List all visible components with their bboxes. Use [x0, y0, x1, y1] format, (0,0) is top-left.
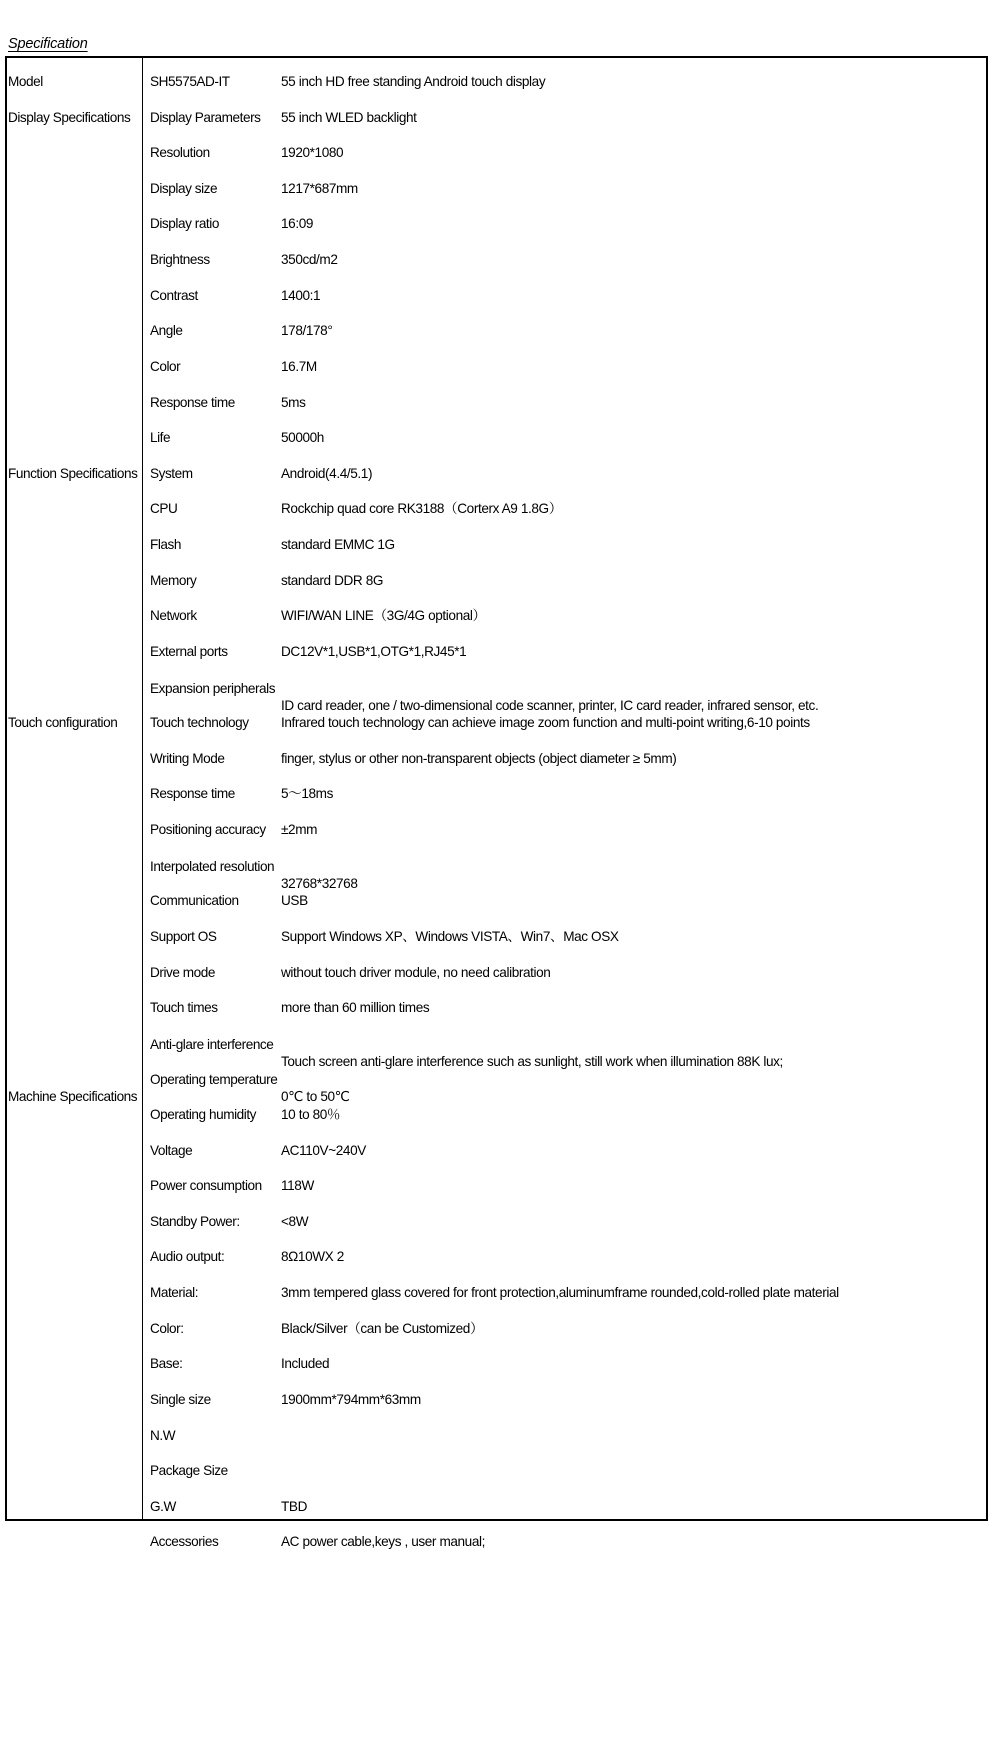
row-parameter: Touch times: [150, 1000, 218, 1016]
row-value: 178/178°: [281, 323, 333, 339]
row-parameter: Communication: [150, 893, 239, 909]
row-value: 1920*1080: [281, 145, 344, 161]
row-value: <8W: [281, 1213, 309, 1229]
row-parameter: Writing Mode: [150, 750, 225, 766]
row-parameter: Material:: [150, 1285, 199, 1301]
row-parameter: Voltage: [150, 1142, 193, 1158]
specification-table: [5, 56, 988, 1550]
row-category: Function Specifications: [8, 465, 138, 481]
row-parameter: Life: [150, 430, 171, 446]
row-parameter: Base:: [150, 1356, 183, 1372]
row-value: Included: [281, 1356, 330, 1372]
table-row: [7, 893, 986, 929]
table-row: [7, 1178, 986, 1214]
table-row: [7, 359, 986, 395]
table-row: [7, 216, 986, 252]
row-category: Machine Specifications: [8, 1089, 138, 1105]
row-value: Infrared touch technology can achieve image zoom function and multi-point writing,6-10 points: [281, 715, 810, 731]
row-parameter: Display Parameters: [150, 109, 261, 125]
row-value: TBD: [281, 1498, 307, 1514]
row-parameter: Audio output:: [150, 1249, 225, 1265]
table-row: [7, 1499, 986, 1535]
row-parameter: Positioning accuracy: [150, 822, 266, 838]
table-row: [7, 395, 986, 431]
row-parameter: Contrast: [150, 287, 198, 303]
table-row: [7, 751, 986, 787]
row-parameter: Resolution: [150, 145, 210, 161]
row-parameter: N.W: [150, 1427, 176, 1443]
table-row: [7, 644, 986, 680]
row-value: 8Ω10WX 2: [281, 1249, 344, 1265]
row-parameter: Power consumption: [150, 1178, 262, 1194]
row-value: standard DDR 8G: [281, 572, 384, 588]
table-row: [7, 822, 986, 858]
row-parameter: System: [150, 465, 193, 481]
row-parameter: Expansion peripherals: [150, 680, 276, 696]
table-row: [7, 74, 986, 110]
row-value: DC12V*1,USB*1,OTG*1,RJ45*1: [281, 643, 467, 659]
row-value: 1400:1: [281, 287, 321, 303]
row-value: 1900mm*794mm*63mm: [281, 1391, 421, 1407]
row-value: Support Windows XP、Windows VISTA、Win7、Mac OSX: [281, 928, 619, 944]
row-value: more than 60 million times: [281, 1000, 430, 1016]
row-parameter: Brightness: [150, 252, 210, 268]
row-value: USB: [281, 893, 308, 909]
row-value: 16.7M: [281, 358, 317, 374]
table-row: [7, 323, 986, 359]
row-value: Rockchip quad core RK3188（Corterx A9 1.8G）: [281, 501, 562, 517]
row-value: 0℃ to 50℃: [281, 1089, 350, 1105]
table-row: [7, 1107, 986, 1143]
table-row: [7, 1428, 986, 1464]
table-row: [7, 573, 986, 609]
table-row: [7, 608, 986, 644]
table-row: [7, 430, 986, 466]
table-row: [7, 1000, 986, 1036]
row-category: Display Specifications: [8, 109, 131, 125]
table-row: [7, 1249, 986, 1285]
row-parameter: Package Size: [150, 1463, 228, 1479]
table-row: [7, 965, 986, 1001]
row-value: Android(4.4/5.1): [281, 465, 373, 481]
table-row: [7, 858, 986, 894]
row-value: 118W: [281, 1178, 314, 1194]
row-value: 1217*687mm: [281, 180, 358, 196]
row-parameter: Network: [150, 608, 197, 624]
row-parameter: External ports: [150, 643, 228, 659]
row-value: 350cd/m2: [281, 252, 338, 268]
table-row: [7, 1285, 986, 1321]
row-value: WIFI/WAN LINE（3G/4G optional）: [281, 608, 486, 624]
table-row: [7, 145, 986, 181]
row-parameter: Standby Power:: [150, 1213, 240, 1229]
table-row: [7, 1356, 986, 1392]
table-row: [7, 715, 986, 751]
row-parameter: Flash: [150, 537, 181, 553]
row-value: 55 inch WLED backlight: [281, 109, 417, 125]
row-parameter: Response time: [150, 786, 235, 802]
table-row: [7, 110, 986, 146]
row-parameter: Color:: [150, 1320, 184, 1336]
row-parameter: Operating humidity: [150, 1106, 256, 1122]
table-row: [7, 1036, 986, 1072]
table-row: [7, 1214, 986, 1250]
row-category: Model: [8, 74, 43, 89]
table-row: [7, 1392, 986, 1428]
row-category: Touch configuration: [8, 715, 118, 731]
row-value: 5ms: [281, 394, 306, 410]
row-value: 55 inch HD free standing Android touch display: [281, 74, 546, 89]
table-row: [7, 181, 986, 217]
table-row: [7, 1071, 986, 1107]
row-parameter: Accessories: [150, 1534, 219, 1550]
row-parameter: Display ratio: [150, 216, 219, 232]
row-value: finger, stylus or other non-transparent objects (object diameter ≥ 5mm): [281, 750, 677, 766]
row-value: 3mm tempered glass covered for front protection,aluminumframe rounded,cold-rolled plate material: [281, 1285, 839, 1301]
table-row: [7, 466, 986, 502]
table-row: [7, 929, 986, 965]
row-value: 16:09: [281, 216, 314, 232]
row-value: 5〜18ms: [281, 786, 333, 802]
row-parameter: Memory: [150, 572, 197, 588]
row-value: Touch screen anti-glare interference such as sunlight, still work when illumination 88K lux;: [281, 1053, 783, 1069]
row-value: 10 to 80％: [281, 1106, 341, 1122]
row-value: ±2mm: [281, 822, 318, 838]
table-row: [7, 1463, 986, 1499]
row-parameter: Anti-glare interference: [150, 1036, 274, 1052]
row-parameter: Drive mode: [150, 964, 216, 980]
row-parameter: G.W: [150, 1498, 176, 1514]
table-row: [7, 680, 986, 716]
row-parameter: Single size: [150, 1391, 211, 1407]
row-parameter: SH5575AD-IT: [150, 74, 230, 89]
table-row: [7, 288, 986, 324]
row-parameter: Touch technology: [150, 715, 249, 731]
row-value: Black/Silver（can be Customized）: [281, 1320, 484, 1336]
table-row: [7, 1143, 986, 1179]
row-value: AC power cable,keys , user manual;: [281, 1534, 485, 1550]
row-parameter: Display size: [150, 180, 218, 196]
row-parameter: Response time: [150, 394, 235, 410]
row-parameter: CPU: [150, 501, 178, 517]
table-row: [7, 501, 986, 537]
row-value: without touch driver module, no need calibration: [281, 964, 551, 980]
row-value: standard EMMC 1G: [281, 537, 395, 553]
page-title: Specification: [8, 36, 88, 52]
row-parameter: Angle: [150, 323, 183, 339]
row-parameter: Support OS: [150, 928, 217, 944]
row-value: ID card reader, one / two-dimensional code scanner, printer, IC card reader, infrared sensor, etc.: [281, 697, 819, 713]
table-row: [7, 537, 986, 573]
row-value: AC110V~240V: [281, 1142, 366, 1158]
row-value: 50000h: [281, 430, 324, 446]
row-parameter: Color: [150, 358, 181, 374]
row-parameter: Interpolated resolution: [150, 858, 275, 874]
table-row: [7, 1534, 986, 1570]
table-row: [7, 252, 986, 288]
table-row: [7, 1321, 986, 1357]
table-row: [7, 786, 986, 822]
row-value: 32768*32768: [281, 875, 358, 891]
row-parameter: Operating temperature: [150, 1072, 278, 1088]
